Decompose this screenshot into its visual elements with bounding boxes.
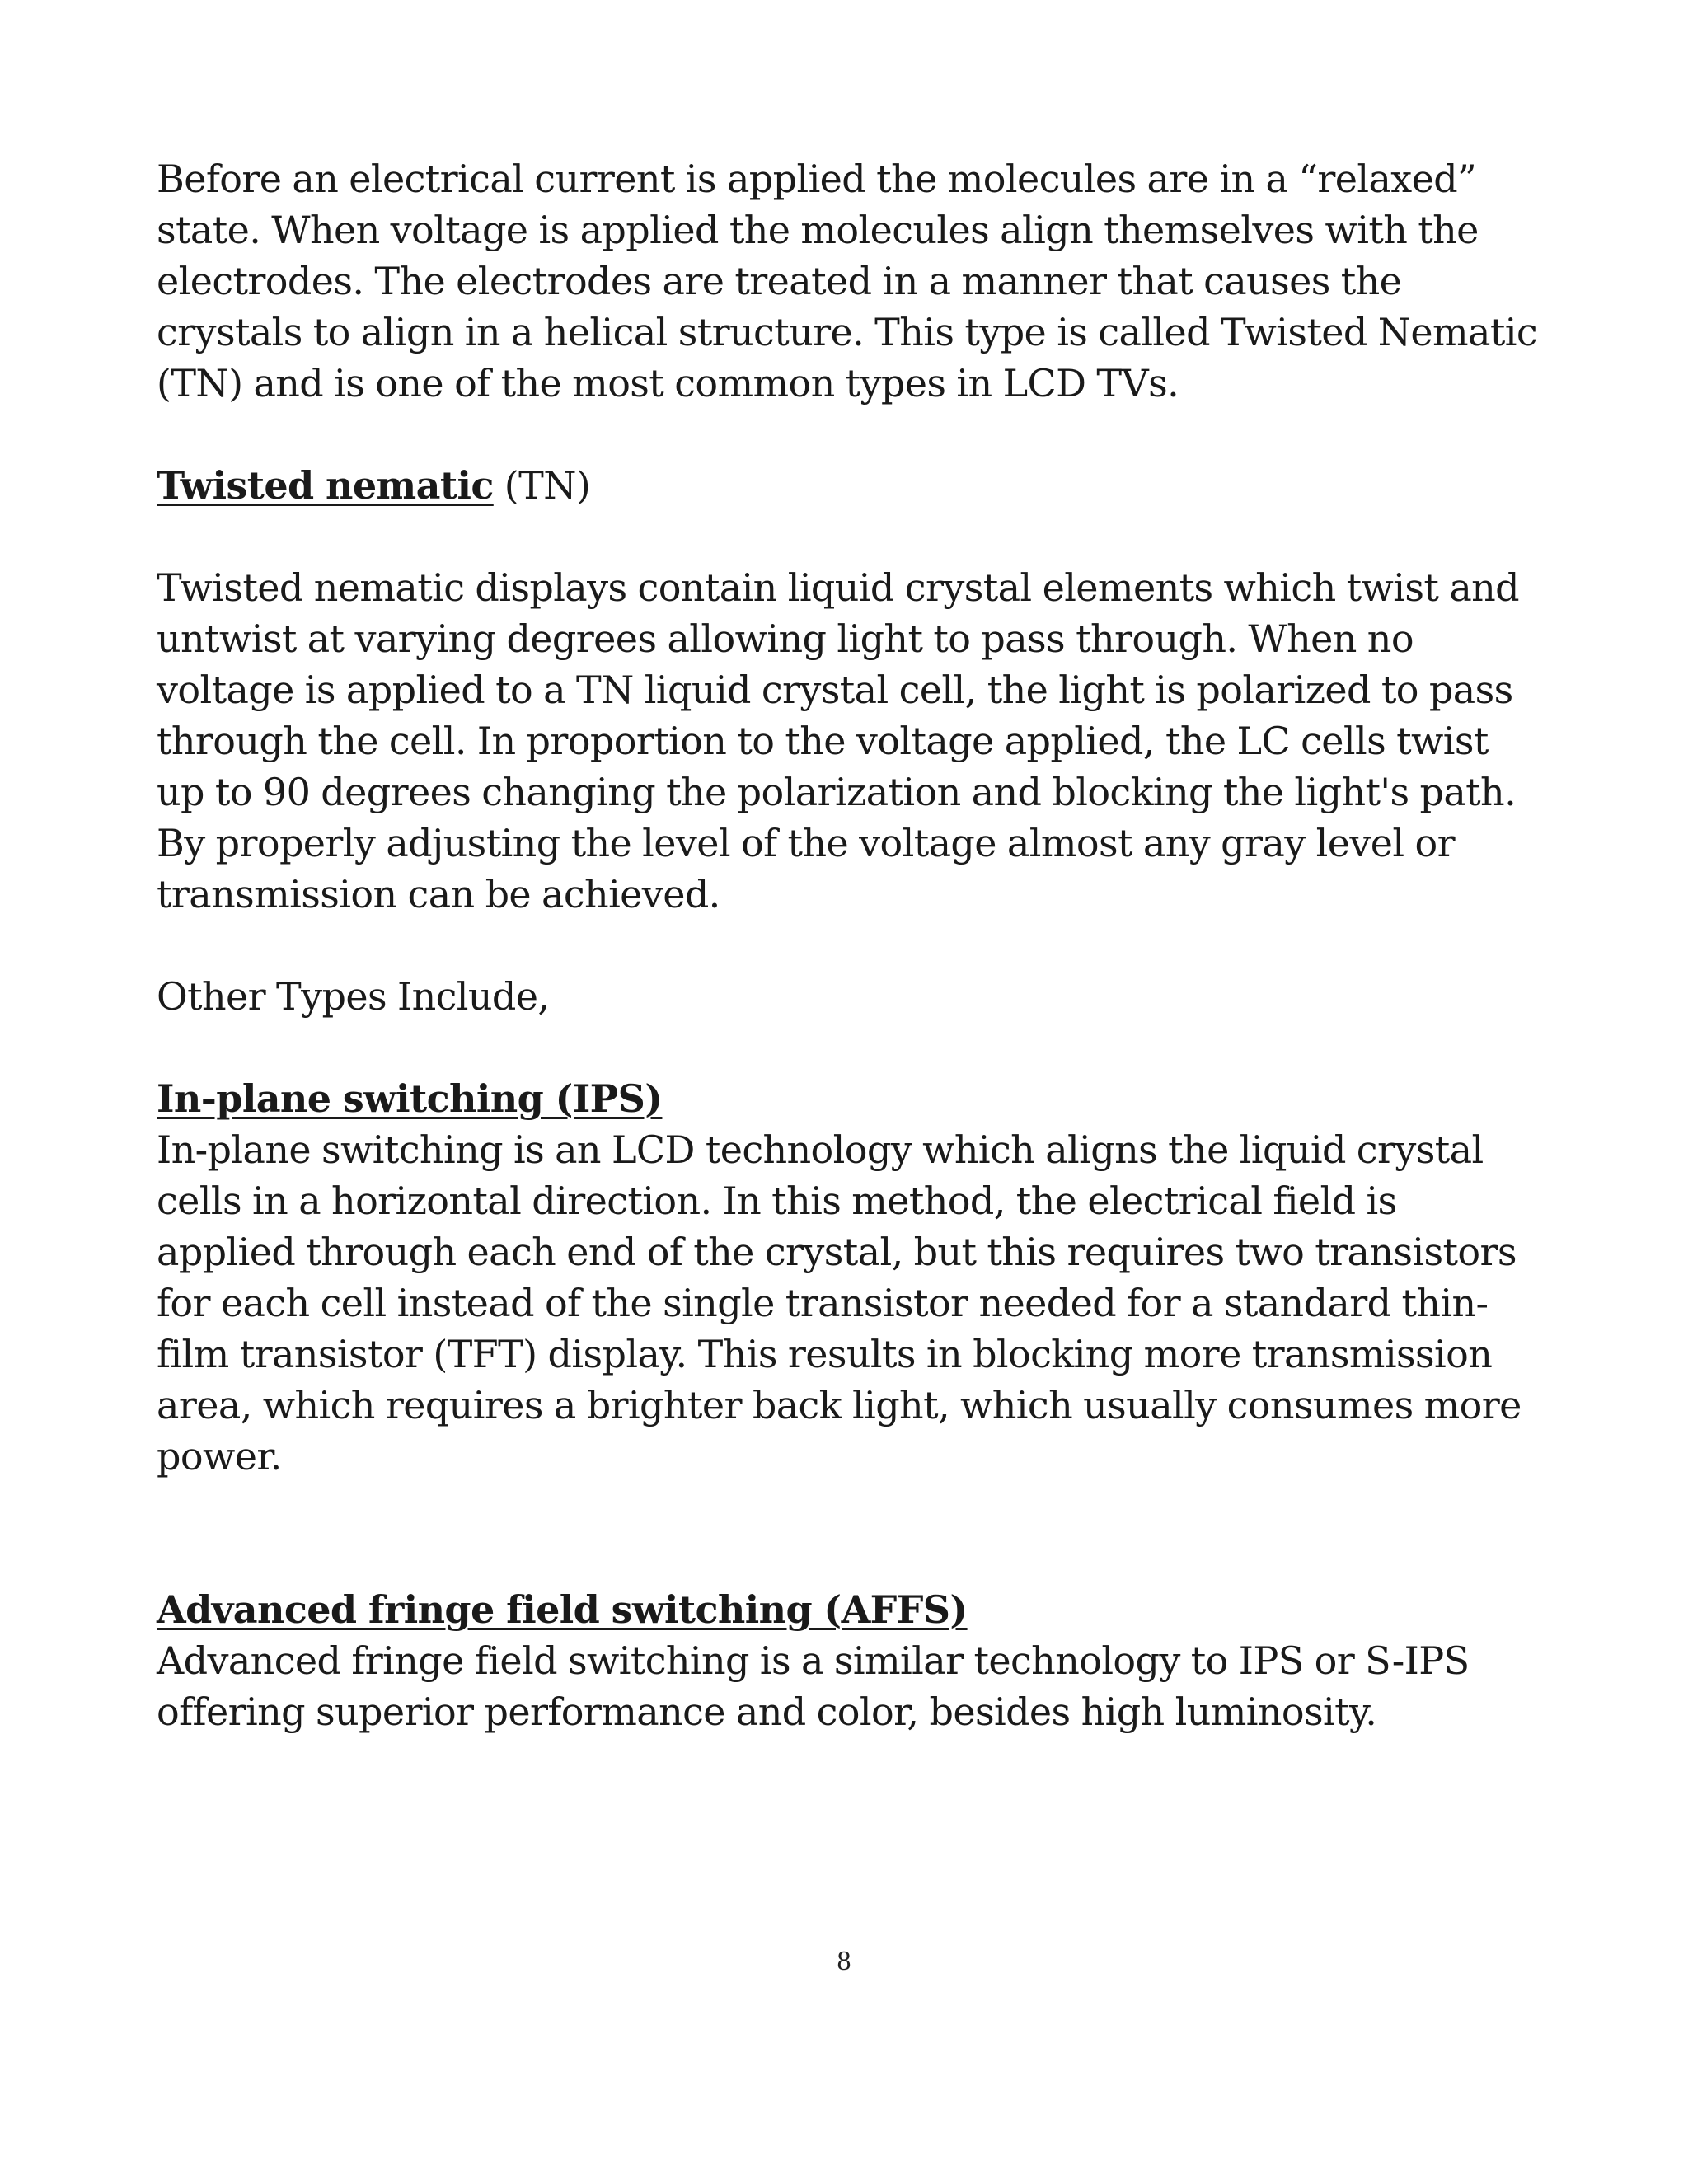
- ips-heading-line: [157, 1073, 1541, 1124]
- page-number: 8: [837, 1946, 851, 1976]
- spacer: [157, 920, 1541, 971]
- spacer: [157, 1482, 1541, 1584]
- ips-paragraph: In-plane switching is an LCD technology which aligns the liquid crystal cells in a horizontal direction. In this method, the electrical field is applied through each end of the crystal, but this requires two transistors for each cell instead of the single transistor needed for a standard thin-film transistor (TFT) display. This results in blocking more transmission area, which requires a brighter back light, which usually consumes more power.: [157, 1127, 1522, 1479]
- affs-paragraph: Advanced fringe field switching is a similar technology to IPS or S-IPS offering superior performance and color, besides high luminosity.: [157, 1638, 1470, 1734]
- affs-heading-line: [157, 1584, 1541, 1635]
- tn-heading-suffix: (TN): [493, 463, 591, 508]
- ips-heading: In-plane switching (IPS): [157, 1076, 663, 1121]
- tn-heading-line: [157, 460, 1541, 511]
- spacer: [157, 511, 1541, 562]
- other-types-line: Other Types Include,: [157, 974, 550, 1019]
- tn-heading: Twisted nematic: [157, 463, 494, 508]
- document-body: [157, 153, 1541, 1737]
- spacer: [157, 409, 1541, 460]
- affs-heading: Advanced fringe field switching (AFFS): [157, 1587, 968, 1632]
- spacer: [157, 1022, 1541, 1073]
- tn-paragraph: Twisted nematic displays contain liquid crystal elements which twist and untwist at varying degrees allowing light to pass through. When no voltage is applied to a TN liquid crystal cell, the light is polarized to pass through the cell. In proportion to the voltage applied, the LC cells twist up to 90 degrees changing the polarization and blocking the light's path. By properly adjusting the level of the voltage almost any gray level or transmission can be achieved.: [157, 565, 1520, 916]
- intro-paragraph: Before an electrical current is applied the molecules are in a “relaxed” state. When voltage is applied the molecules align themselves with the electrodes. The electrodes are treated in a manner that causes the crystals to align in a helical structure. This type is called Twisted Nematic (TN) and is one of the most common types in LCD TVs.: [157, 157, 1538, 405]
